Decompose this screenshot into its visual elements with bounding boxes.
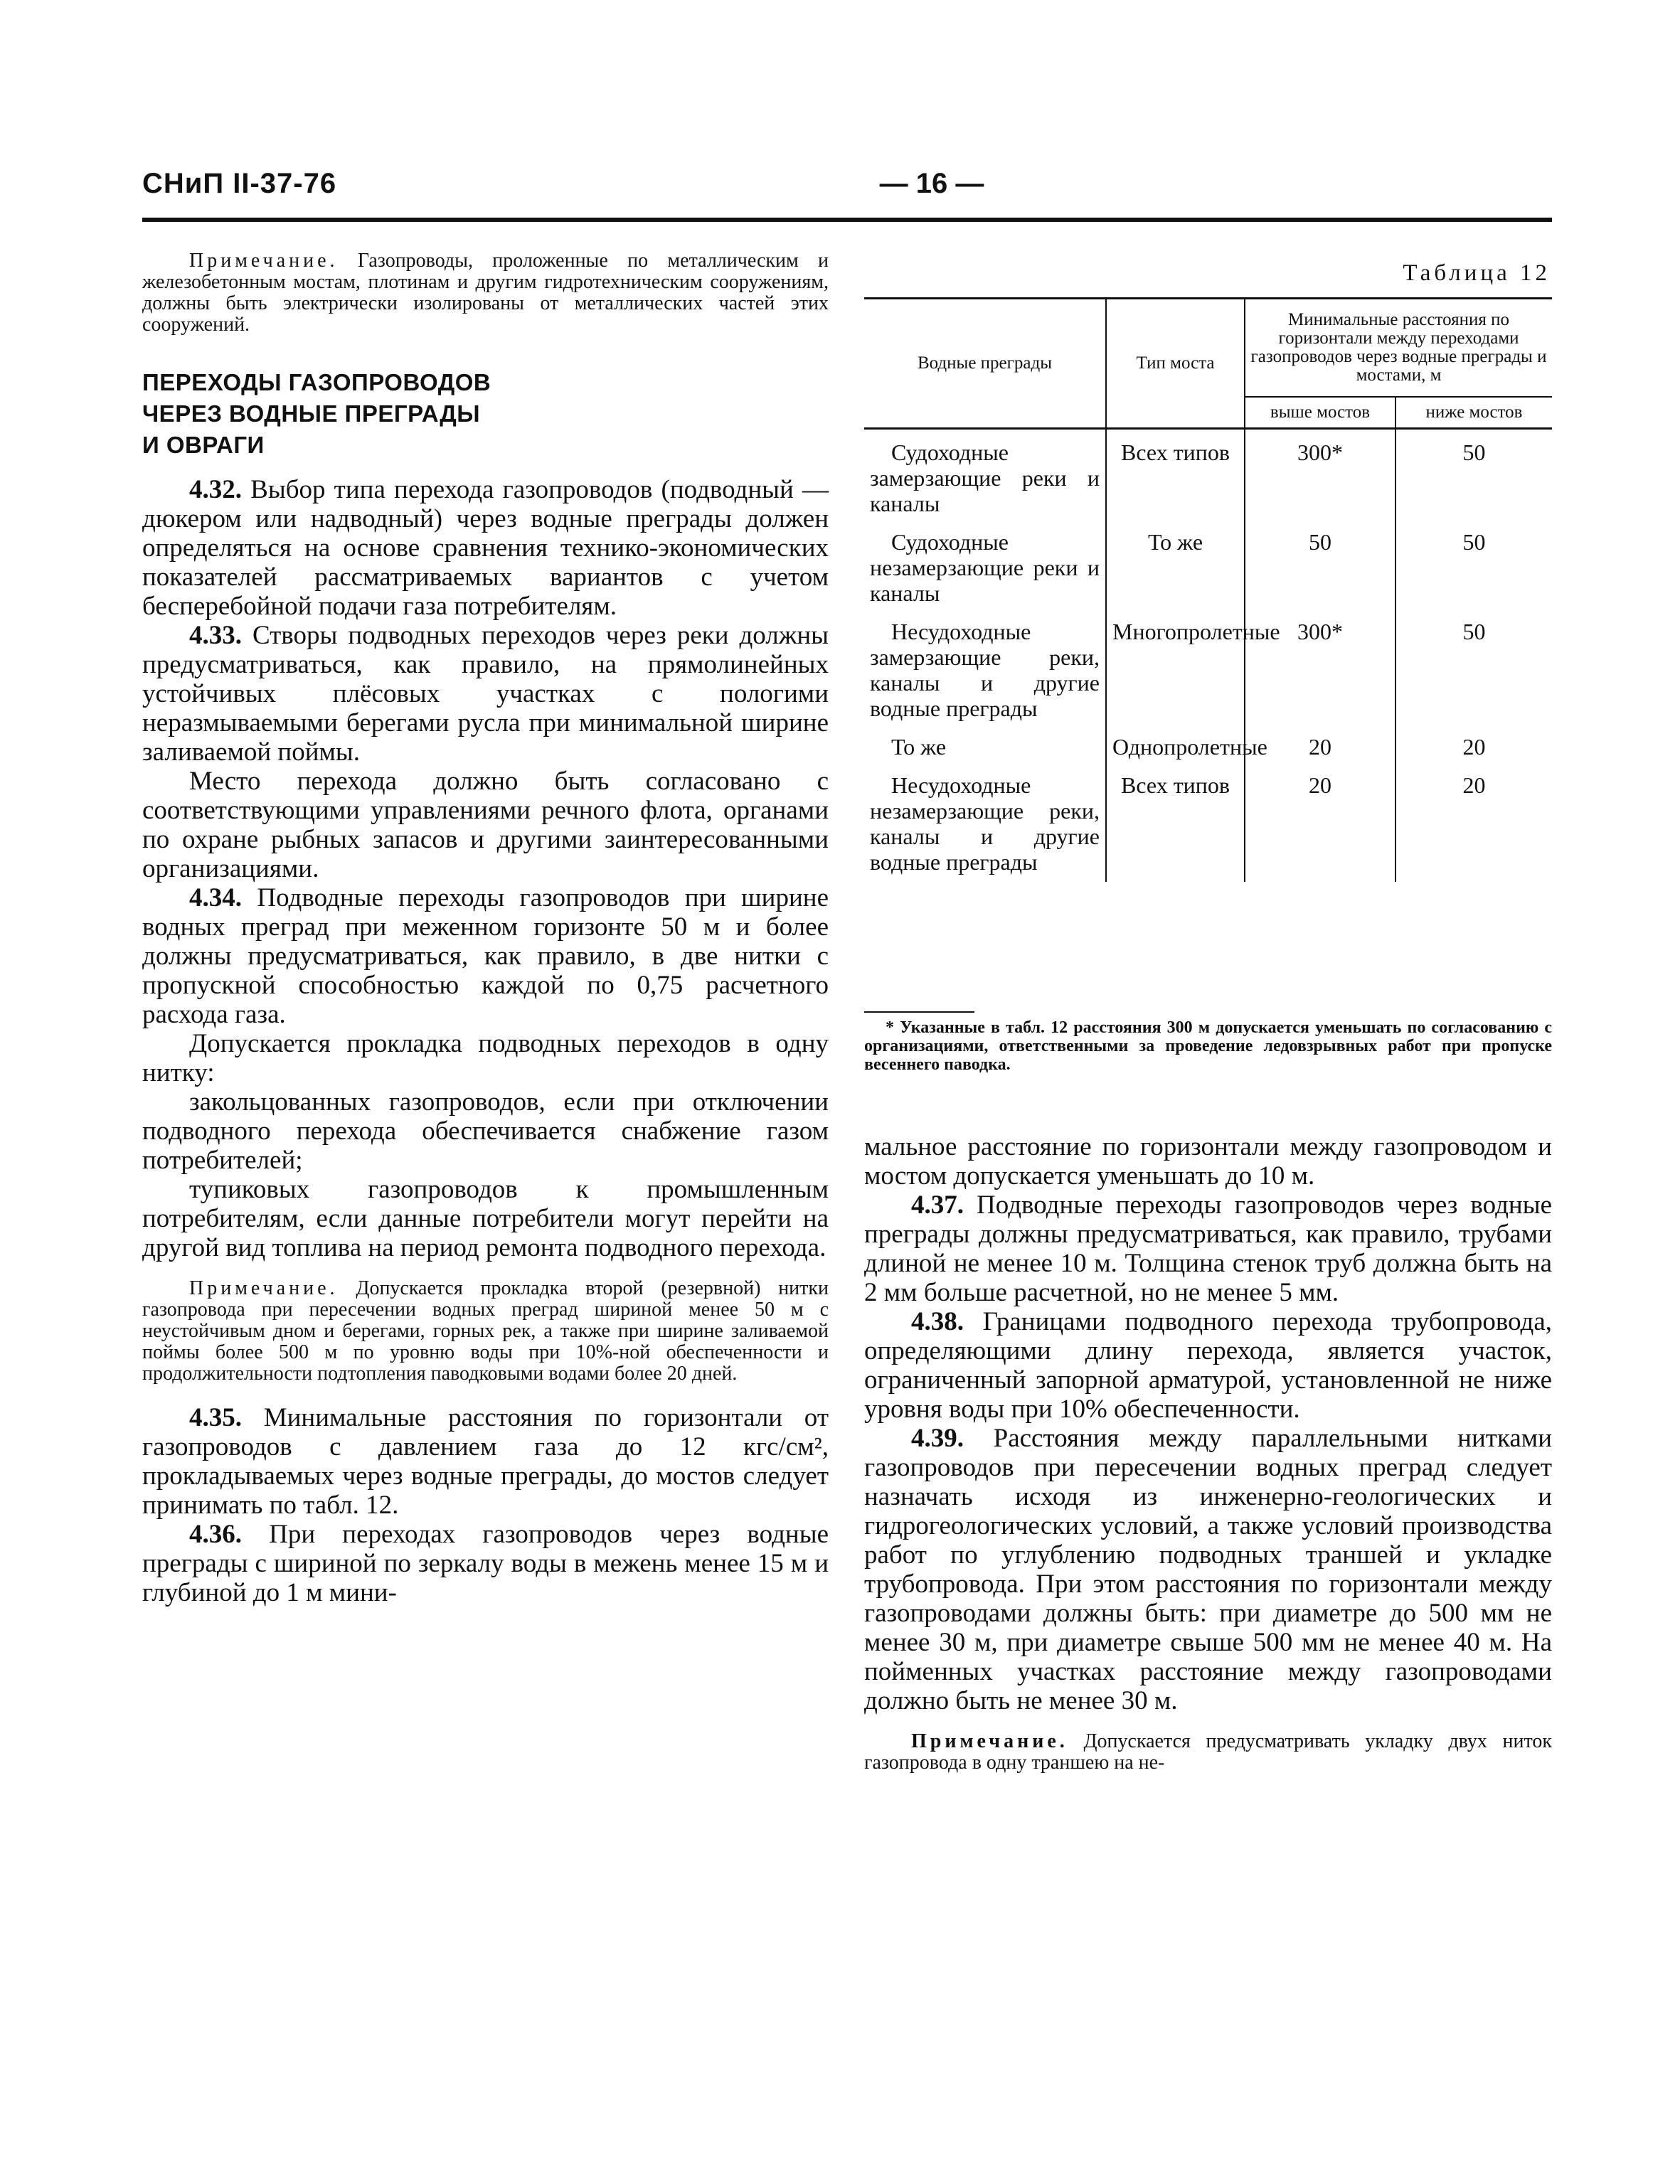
- clause-4-33: [142, 621, 829, 767]
- clause-4-39: [864, 1424, 1552, 1715]
- note-text: Газопроводы, проложенные по металлическим и железобетонным мостам, плотинам и другим гидротехническим сооружениям, должны быть электрически изолированы от металлических частей этих сооружений.: [142, 250, 829, 336]
- clause-number: 4.36.: [189, 1520, 242, 1549]
- table-12: [864, 297, 1552, 882]
- note-lead: Примечание.: [189, 250, 339, 272]
- cell-below: 50: [1462, 619, 1486, 644]
- clause-text: Выбор типа перехода газопроводов (подводный — дюкером или надводный) через водные преграды должен определяться на основе сравнения технико-экономических показателей рассматриваемых вариантов с учетом бесперебойной подачи газа потребителям.: [142, 475, 829, 621]
- note-text: Допускается прокладка второй (резервной) нитки газопровода при пересечении водных преград шириной менее 50 м с неустойчивым дном и берегами, горных рек, а также при ширине заливаемой поймы более 500 м по уровню воды при 10%-ной обеспеченности и продолжительности подтопления паводковыми водами более 20 дней.: [142, 1277, 829, 1385]
- page-number: — 16 —: [879, 168, 984, 199]
- clause-4-33-paragraph-2: Место перехода должно быть согласовано с соответствующими управлениями речного флота, органами по охране рыбных запасов и другими заинтересованными организациями.: [142, 767, 829, 883]
- clause-text: Расстояния между параллельными нитками газопроводов при пересечении водных преград следует назначать исходя из инженерно-геологических и гидрогеологических условий, а также условий производства работ по углублению подводных траншей и укладке трубопровода. При этом расстояния по горизонтали между газопроводами должны быть: при диаметре до 500 мм не менее 30 м, при диаметре свыше 500 мм не менее 40 м. На пойменных участках расстояние между газопроводами должно быть не менее 30 м.: [864, 1424, 1552, 1715]
- clause-4-36: [142, 1520, 829, 1607]
- clause-text: При переходах газопроводов через водные преграды с шириной по зеркалу воды в межень менее 15 м и глубиной до 1 м мини-: [142, 1520, 829, 1607]
- table-row: [864, 724, 1552, 762]
- cell-bridge-type: Всех типов: [1106, 429, 1245, 520]
- clause-4-34-item-2: тупиковых газопроводов к промышленным потребителям, если данные потребители могут перейти на другой вид топлива на период ремонта подводного перехода.: [142, 1175, 829, 1262]
- header-water-obstacles: Водные преграды: [864, 299, 1106, 429]
- cell-obstacle: То же: [864, 724, 1106, 762]
- clause-4-34-item-1: закольцованных газопроводов, если при отключении подводного перехода обеспечивается снабжение газом потребителей;: [142, 1087, 829, 1175]
- clause-4-32: [142, 475, 829, 621]
- section-title-line-1: ПЕРЕХОДЫ ГАЗОПРОВОДОВ: [142, 369, 491, 395]
- cell-bridge-type: Всех типов: [1106, 762, 1245, 882]
- cell-above: 300*: [1245, 429, 1395, 520]
- cell-above: 20: [1245, 762, 1395, 882]
- clause-4-36-continued: мальное расстояние по горизонтали между газопроводом и мостом допускается уменьшать до 10 м.: [864, 1132, 1552, 1190]
- clause-4-37: [864, 1190, 1552, 1307]
- note-lead: Примечание.: [911, 1730, 1068, 1752]
- note-lead: Примечание.: [189, 1277, 339, 1299]
- table-row: [864, 762, 1552, 882]
- header-below-bridges: ниже мостов: [1395, 397, 1552, 429]
- clause-4-34-paragraph-2: Допускается прокладка подводных переходов в одну нитку:: [142, 1029, 829, 1087]
- cell-obstacle: Несудоходные незамерзающие реки, каналы и другие водные преграды: [864, 762, 1106, 882]
- table-caption: Таблица 12: [1403, 260, 1551, 286]
- left-column: [142, 250, 829, 1607]
- cell-bridge-type: Однопролетные: [1106, 724, 1245, 762]
- clause-text: Створы подводных переходов через реки должны предусматриваться, как правило, на прямолинейных устойчивых плёсовых участках с пологими неразмываемыми берегами русла при минимальной ширине заливаемой поймы.: [142, 621, 829, 767]
- header-bridge-type: Тип моста: [1106, 299, 1245, 429]
- clause-text: Границами подводного перехода трубопровода, определяющими длину перехода, является участок, ограниченный запорной арматурой, установленной не ниже уровня воды при 10% обеспеченности.: [864, 1307, 1552, 1424]
- table-row: [864, 519, 1552, 609]
- clause-text: Минимальные расстояния по горизонтали от газопроводов с давлением газа до 12 кгс/см², прокладываемых через водные преграды, до мостов следует принимать по табл. 12.: [142, 1403, 829, 1520]
- header-above-bridges: выше мостов: [1245, 397, 1395, 429]
- clause-number: 4.38.: [911, 1307, 964, 1336]
- footnote-rule: [864, 1011, 974, 1013]
- document-code: СНиП II-37-76: [142, 168, 337, 199]
- clause-number: 4.33.: [189, 621, 242, 650]
- cell-below: 50: [1462, 529, 1486, 555]
- cell-obstacle: Судоходные незамерзающие реки и каналы: [864, 519, 1106, 609]
- section-title-line-3: И ОВРАГИ: [142, 432, 265, 458]
- cell-obstacle: Судоходные замерзающие реки и каналы: [864, 429, 1106, 520]
- cell-obstacle: Несудоходные замерзающие реки, каналы и другие водные преграды: [864, 609, 1106, 724]
- clause-number: 4.34.: [189, 883, 242, 912]
- cell-bridge-type: То же: [1106, 519, 1245, 609]
- clause-number: 4.32.: [189, 475, 242, 504]
- note-text: Допускается предусматривать укладку двух ниток газопровода в одну траншею на не-: [864, 1730, 1552, 1774]
- clause-4-35: [142, 1403, 829, 1520]
- header-rule: [142, 218, 1552, 222]
- cell-below: 20: [1462, 734, 1486, 760]
- cell-bridge-type: Многопролетные: [1106, 609, 1245, 724]
- cell-below: 50: [1462, 440, 1486, 465]
- table-row: [864, 609, 1552, 724]
- clause-number: 4.39.: [911, 1424, 964, 1453]
- clause-4-34: [142, 883, 829, 1029]
- section-title-line-2: ЧЕРЕЗ ВОДНЫЕ ПРЕГРАДЫ: [142, 400, 481, 427]
- page-header: [142, 168, 1552, 223]
- clause-4-38: [864, 1307, 1552, 1424]
- clause-text: Подводные переходы газопроводов через водные преграды должны предусматриваться, как правило, трубами длиной не менее 10 м. Толщина стенок труб должна быть на 2 мм больше расчетной, но не менее 5 мм.: [864, 1190, 1552, 1307]
- clause-number: 4.37.: [911, 1190, 964, 1220]
- header-min-distances: Минимальные расстояния по горизонтали между переходами газопроводов через водные преграды и мостами, м: [1245, 299, 1552, 398]
- right-column: [864, 1132, 1552, 1774]
- cell-above: 300*: [1245, 609, 1395, 724]
- note-single-trench: [864, 1731, 1552, 1774]
- table-row: [864, 429, 1552, 520]
- table-footnote: * Указанные в табл. 12 расстояния 300 м допускается уменьшать по согласованию с организациями, ответственными за проведение ледовзрывных работ при пропуске весеннего паводка.: [864, 1018, 1552, 1074]
- cell-below: 20: [1462, 772, 1486, 798]
- cell-above: 50: [1245, 519, 1395, 609]
- cell-above: 20: [1245, 724, 1395, 762]
- clause-text: Подводные переходы газопроводов при ширине водных преград при меженном горизонте 50 м и более должны предусматриваться, как правило, в две нитки с пропускной способностью каждой по 0,75 расчетного расхода газа.: [142, 883, 829, 1029]
- note-bridges: [142, 250, 829, 336]
- clause-number: 4.35.: [189, 1403, 242, 1432]
- note-reserve-line: [142, 1278, 829, 1385]
